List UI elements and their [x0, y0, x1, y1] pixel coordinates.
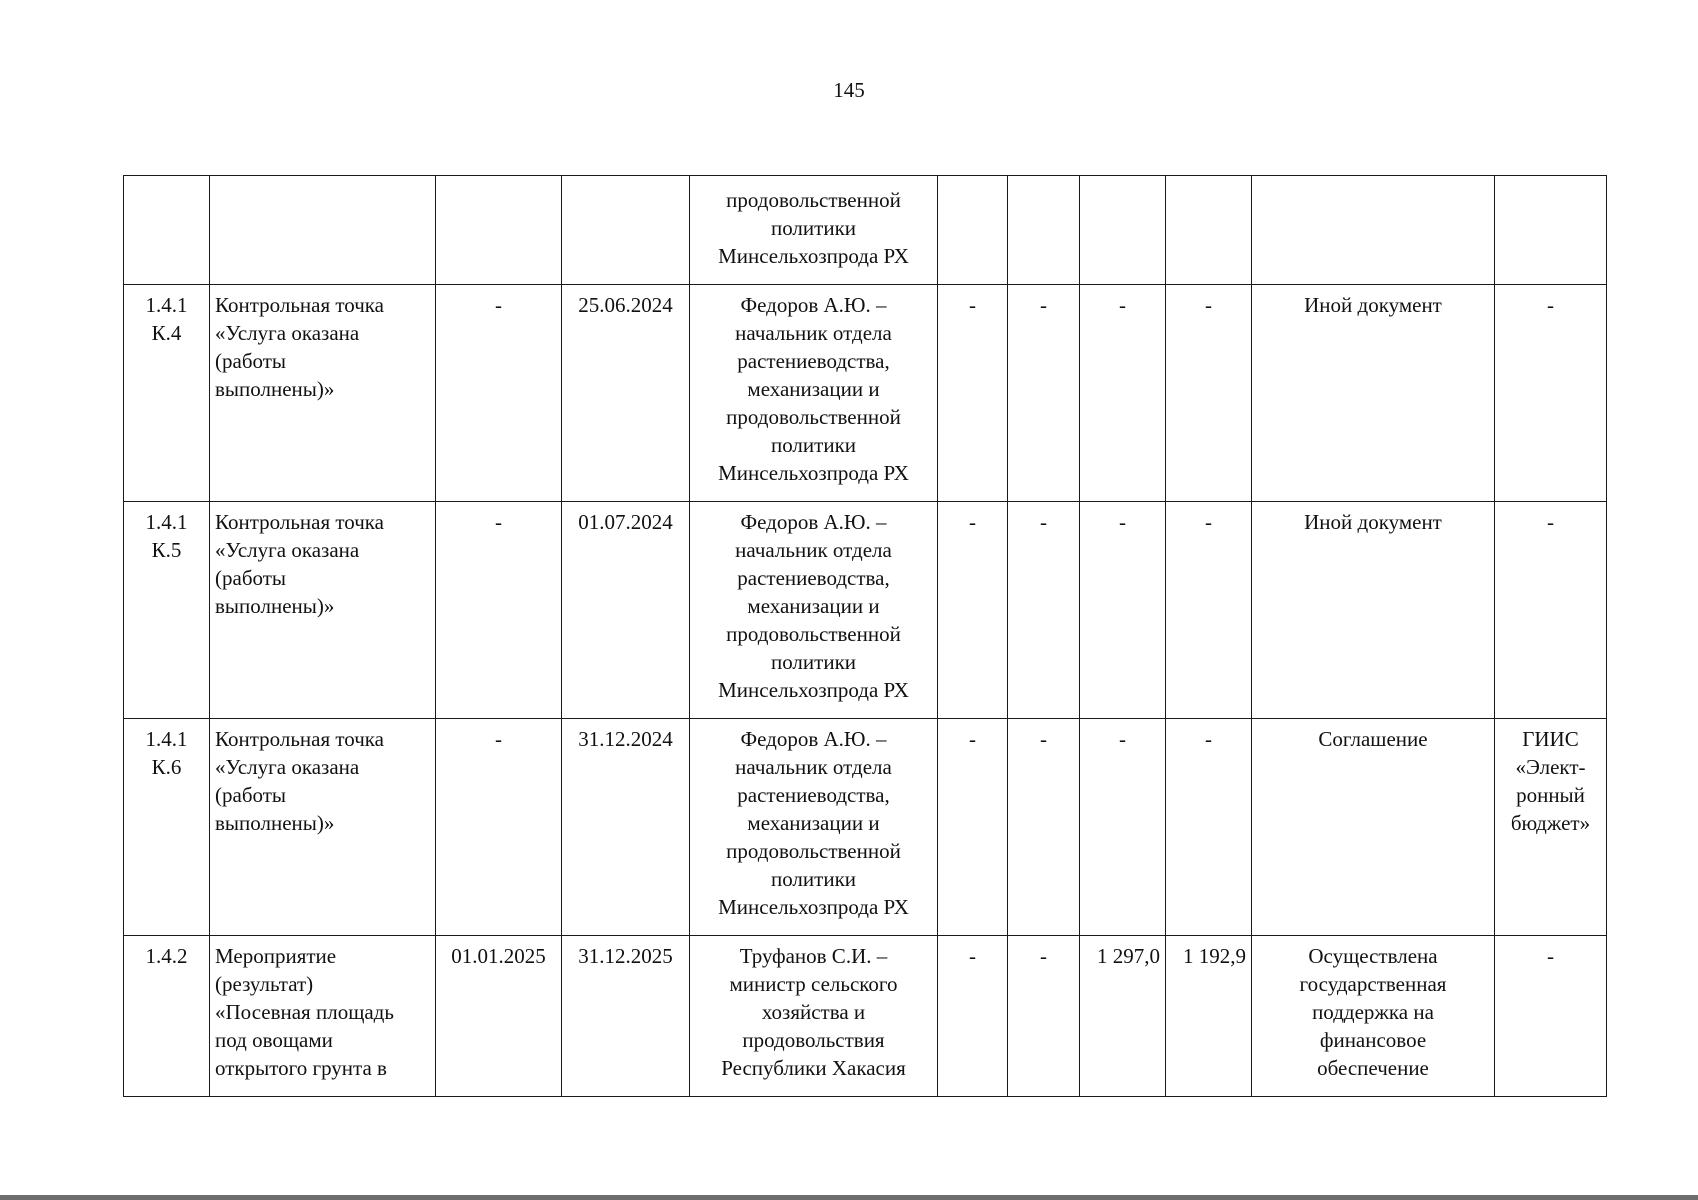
cell-system [1495, 176, 1607, 285]
cell-end-date [562, 176, 690, 285]
cell-start-date: 01.01.2025 [436, 936, 562, 1097]
table-row [124, 285, 1607, 502]
cell-system: - [1495, 936, 1607, 1097]
cell-value-2: - [1008, 502, 1080, 719]
cell-value-1 [938, 176, 1008, 285]
cell-value-1: - [938, 719, 1008, 936]
cell-value-1: - [938, 502, 1008, 719]
cell-number [124, 176, 210, 285]
cell-start-date: - [436, 502, 562, 719]
cell-title: Контрольная точка «Услуга оказана (работы выполнены)» [210, 719, 436, 936]
cell-value-3: - [1080, 285, 1166, 502]
cell-value-3 [1080, 176, 1166, 285]
table-row [124, 176, 1607, 285]
cell-value-4: - [1166, 285, 1252, 502]
table-row [124, 502, 1607, 719]
cell-value-3: 1 297,0 [1080, 936, 1166, 1097]
table-body [124, 176, 1607, 1097]
cell-value-3: - [1080, 502, 1166, 719]
cell-value-2: - [1008, 285, 1080, 502]
cell-number: 1.4.1 К.4 [124, 285, 210, 502]
cell-responsible: Труфанов С.И. – министр сельского хозяйства и продовольствия Республики Хакасия [690, 936, 938, 1097]
cell-document: Иной документ [1252, 285, 1495, 502]
cell-start-date: - [436, 285, 562, 502]
cell-document: Иной документ [1252, 502, 1495, 719]
cell-value-2: - [1008, 719, 1080, 936]
cell-start-date: - [436, 719, 562, 936]
cell-value-4: - [1166, 719, 1252, 936]
cell-value-4: 1 192,9 [1166, 936, 1252, 1097]
cell-end-date: 31.12.2024 [562, 719, 690, 936]
cell-document [1252, 176, 1495, 285]
cell-number: 1.4.1 К.5 [124, 502, 210, 719]
cell-value-4: - [1166, 502, 1252, 719]
cell-value-1: - [938, 285, 1008, 502]
activities-table [123, 175, 1607, 1097]
cell-system: - [1495, 502, 1607, 719]
cell-document: Осуществлена государственная поддержка на финансовое обеспечение [1252, 936, 1495, 1097]
cell-document: Соглашение [1252, 719, 1495, 936]
cell-title: Контрольная точка «Услуга оказана (работы выполнены)» [210, 502, 436, 719]
cell-number: 1.4.1 К.6 [124, 719, 210, 936]
scan-edge [0, 1195, 1698, 1200]
cell-start-date [436, 176, 562, 285]
page-number: 145 [833, 78, 865, 102]
table-row [124, 719, 1607, 936]
cell-title: Контрольная точка «Услуга оказана (работы выполнены)» [210, 285, 436, 502]
cell-responsible: Федоров А.Ю. – начальник отдела растениеводства, механизации и продовольственной политики Минсельхозпрода РХ [690, 285, 938, 502]
cell-end-date: 01.07.2024 [562, 502, 690, 719]
table-row [124, 936, 1607, 1097]
cell-system: - [1495, 285, 1607, 502]
cell-responsible: Федоров А.Ю. – начальник отдела растениеводства, механизации и продовольственной политики Минсельхозпрода РХ [690, 502, 938, 719]
cell-title [210, 176, 436, 285]
cell-value-2: - [1008, 936, 1080, 1097]
cell-value-2 [1008, 176, 1080, 285]
cell-value-4 [1166, 176, 1252, 285]
cell-responsible: Федоров А.Ю. – начальник отдела растениеводства, механизации и продовольственной политики Минсельхозпрода РХ [690, 719, 938, 936]
cell-responsible: продовольственной политики Минсельхозпрода РХ [690, 176, 938, 285]
cell-value-1: - [938, 936, 1008, 1097]
cell-system: ГИИС «Элект- ронный бюджет» [1495, 719, 1607, 936]
cell-title: Мероприятие (результат) «Посевная площадь под овощами открытого грунта в [210, 936, 436, 1097]
cell-end-date: 31.12.2025 [562, 936, 690, 1097]
cell-value-3: - [1080, 719, 1166, 936]
cell-end-date: 25.06.2024 [562, 285, 690, 502]
cell-number: 1.4.2 [124, 936, 210, 1097]
